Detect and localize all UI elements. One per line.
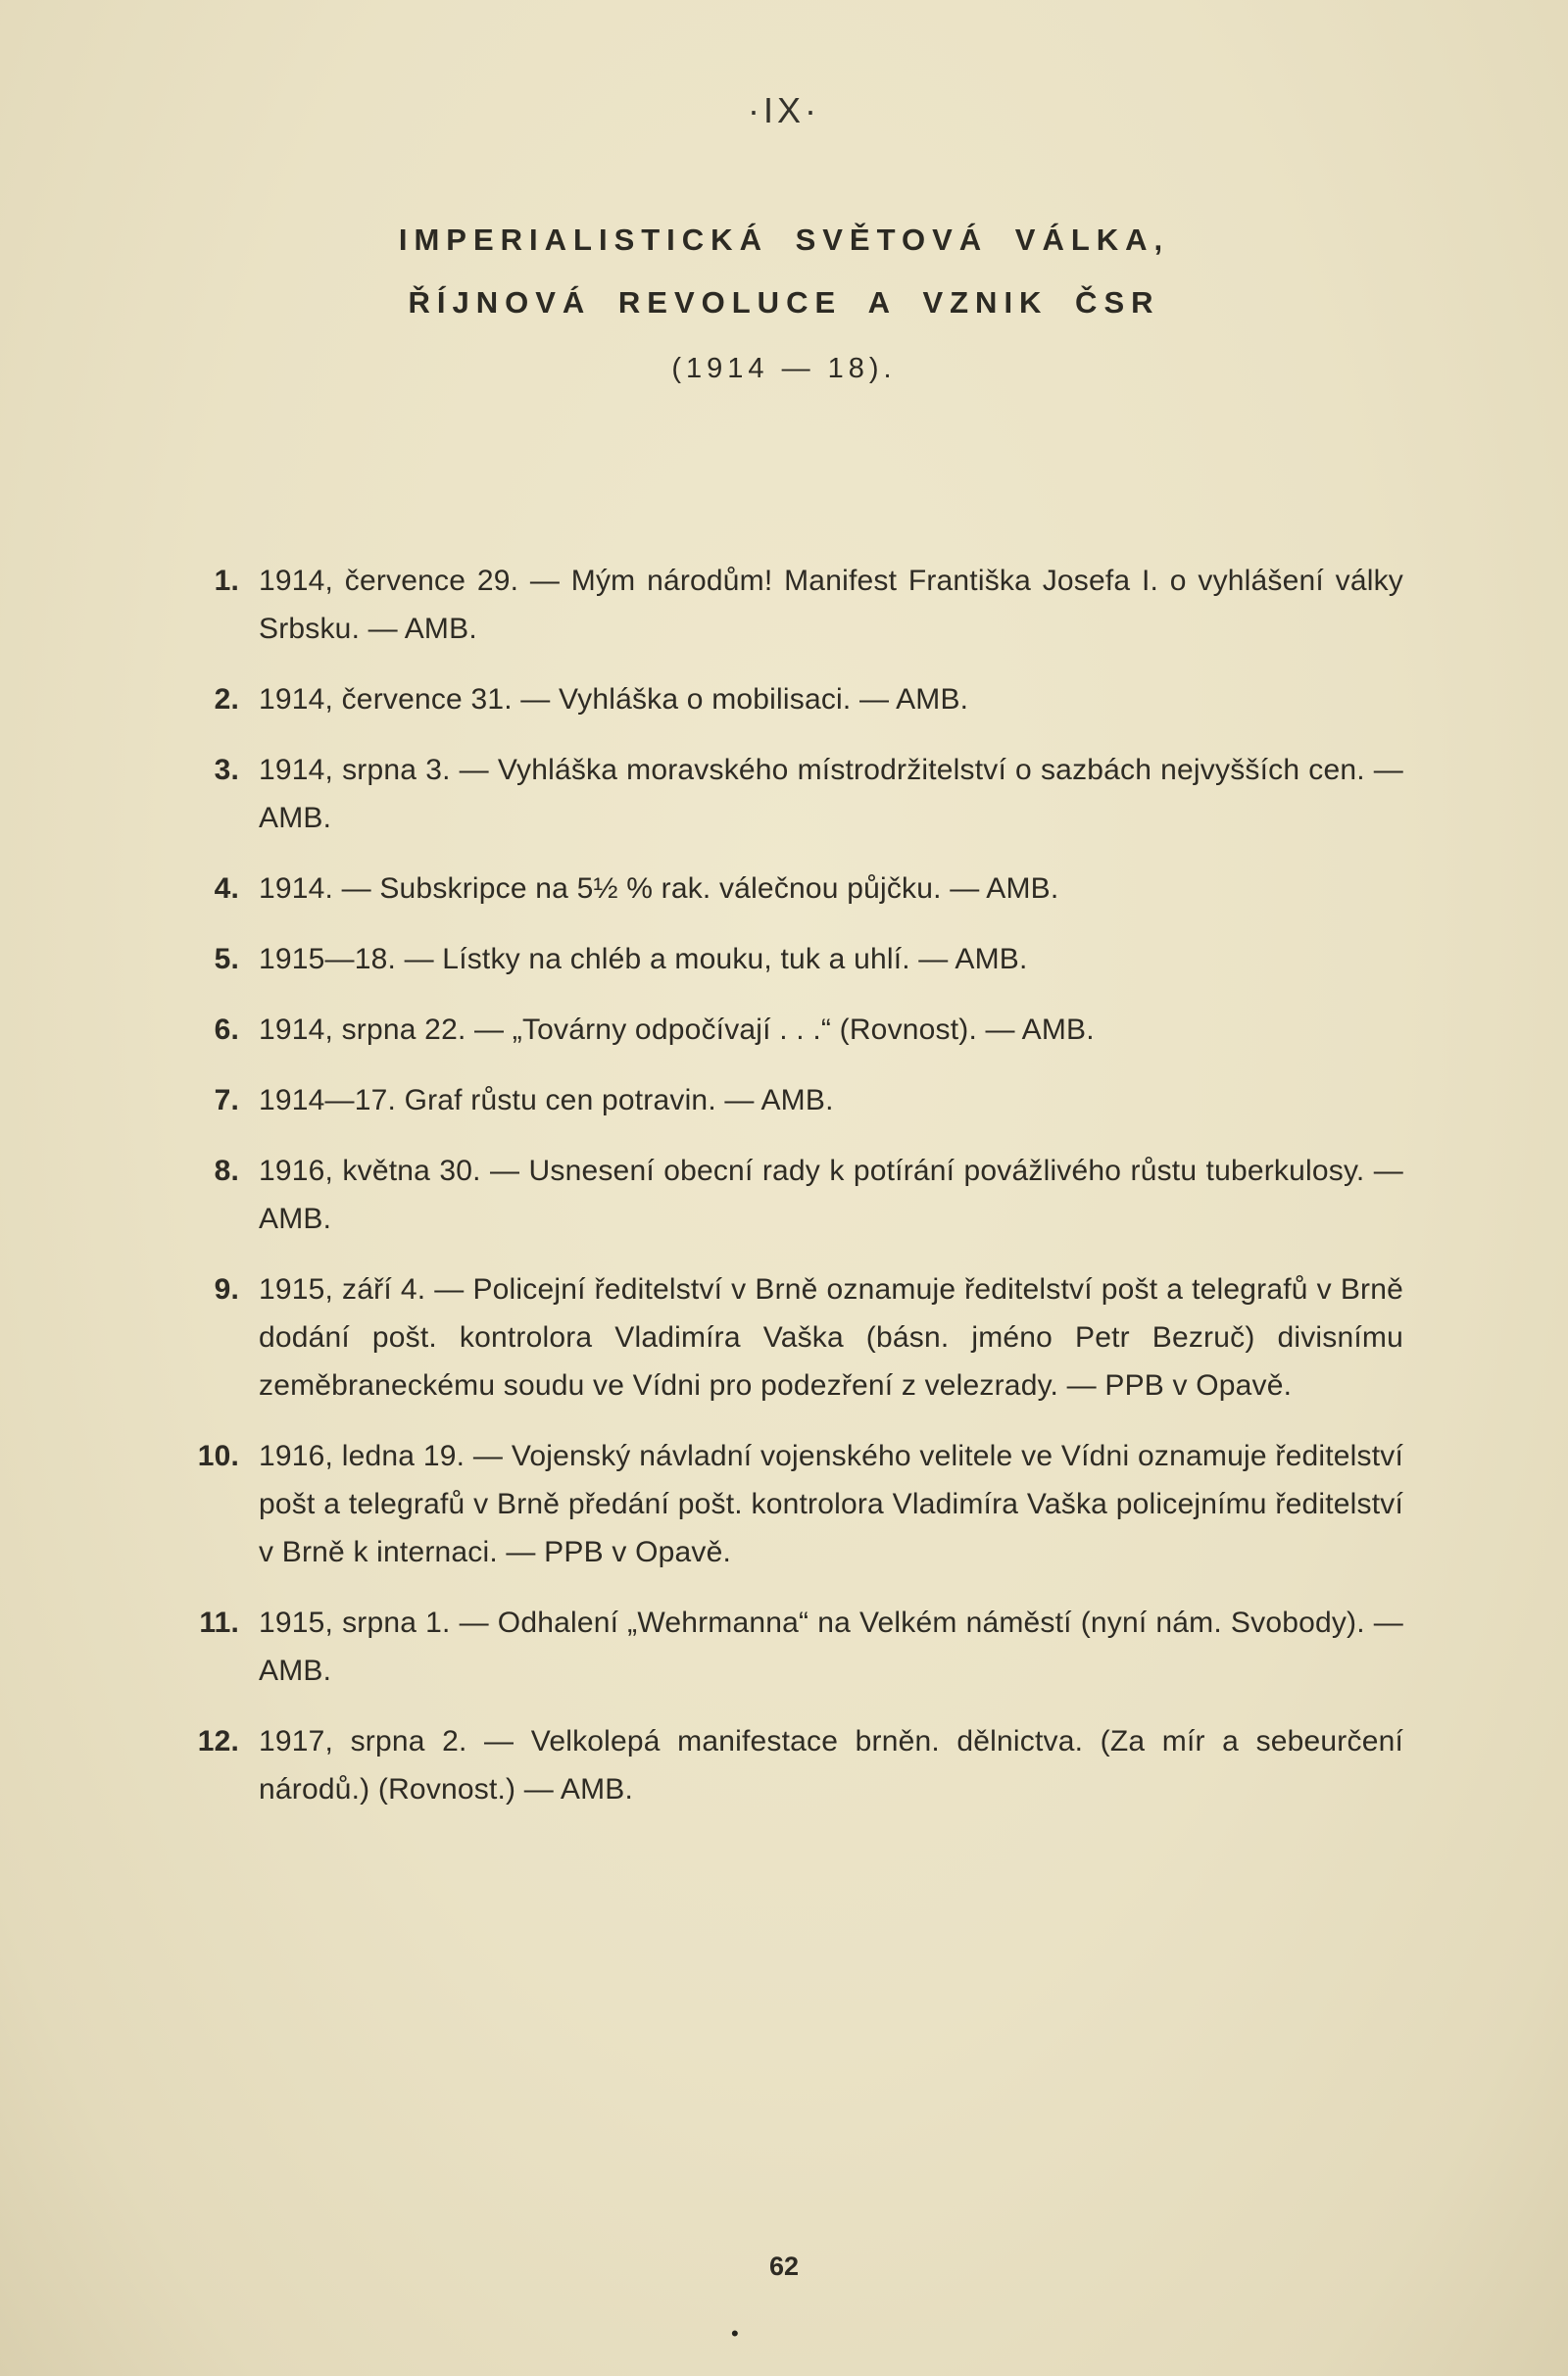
entry-number: 3. (214, 754, 239, 786)
list-item (184, 557, 1403, 653)
entry-number: 2. (214, 683, 239, 716)
entry-text: 1916, ledna 19. — Vojenský návladní vojenského velitele ve Vídni oznamuje ředitelství pošt a telegrafů v Brně předání pošt. kontrolora Vladimíra Vaška policejnímu ředitelství v Brně k internaci. — PPB v Opavě. (259, 1440, 1403, 1568)
list-item (184, 1599, 1403, 1695)
entry-number: 11. (199, 1607, 239, 1639)
entry-text: 1914, července 31. — Vyhláška o mobilisaci. — AMB. (259, 683, 969, 716)
entry-list (0, 557, 1568, 1813)
list-item (184, 1006, 1403, 1054)
entry-text: 1914, srpna 22. — „Továrny odpočívají . . .“ (Rovnost). — AMB. (259, 1014, 1095, 1046)
entry-text: 1914, července 29. — Mým národům! Manifest Františka Josefa I. o vyhlášení války Srbsku. — AMB. (259, 565, 1403, 645)
entry-number: 6. (214, 1014, 239, 1046)
entry-number: 5. (214, 943, 239, 975)
section-numeral: ·IX· (748, 90, 820, 130)
entry-text: 1914. — Subskripce na 5½ % rak. válečnou půjčku. — AMB. (259, 872, 1059, 905)
entry-text: 1915, září 4. — Policejní ředitelství v Brně oznamuje ředitelství pošt a telegrafů v Brně dodání pošt. kontrolora Vladimíra Vaška (básn. jméno Petr Bezruč) divisnímu zeměbraneckému soudu ve Vídni pro podezření z velezrady. — PPB v Opavě. (259, 1273, 1403, 1402)
list-item (184, 746, 1403, 842)
entry-text: 1916, května 30. — Usnesení obecní rady k potírání povážlivého růstu tuberkulosy. — AMB. (259, 1155, 1403, 1235)
entry-text: 1914, srpna 3. — Vyhláška moravského místrodržitelství o sazbách nejvyšších cen. — AMB. (259, 754, 1403, 834)
decorative-dot: • (731, 2321, 739, 2346)
entry-text: 1915, srpna 1. — Odhalení „Wehrmanna“ na Velkém náměstí (nyní nám. Svobody). — AMB. (259, 1607, 1403, 1687)
list-item (184, 1147, 1403, 1243)
list-item (184, 865, 1403, 913)
list-item (184, 1265, 1403, 1410)
date-range: (1914 — 18). (671, 353, 897, 384)
entry-text: 1915—18. — Lístky na chléb a mouku, tuk a uhlí. — AMB. (259, 943, 1028, 975)
entry-number: 1. (214, 565, 239, 597)
entry-text: 1914—17. Graf růstu cen potravin. — AMB. (259, 1084, 834, 1116)
entry-number: 12. (197, 1725, 239, 1757)
entry-number: 7. (214, 1084, 239, 1116)
list-item (184, 1432, 1403, 1576)
entry-number: 8. (214, 1155, 239, 1187)
entry-number: 9. (214, 1273, 239, 1306)
title-line-2: ŘÍJNOVÁ REVOLUCE A VZNIK ČSR (408, 285, 1160, 320)
list-item (184, 1076, 1403, 1124)
list-item (184, 1717, 1403, 1813)
title-line-1: IMPERIALISTICKÁ SVĚTOVÁ VÁLKA, (398, 223, 1170, 257)
entry-text: 1917, srpna 2. — Velkolepá manifestace brněn. dělnictva. (Za mír a sebeurčení národů.) (Rovnost.) — AMB. (259, 1725, 1403, 1806)
list-item (184, 675, 1403, 723)
entry-number: 10. (197, 1440, 239, 1472)
list-item (184, 935, 1403, 983)
entry-number: 4. (214, 872, 239, 905)
page-number: 62 (768, 2252, 800, 2281)
